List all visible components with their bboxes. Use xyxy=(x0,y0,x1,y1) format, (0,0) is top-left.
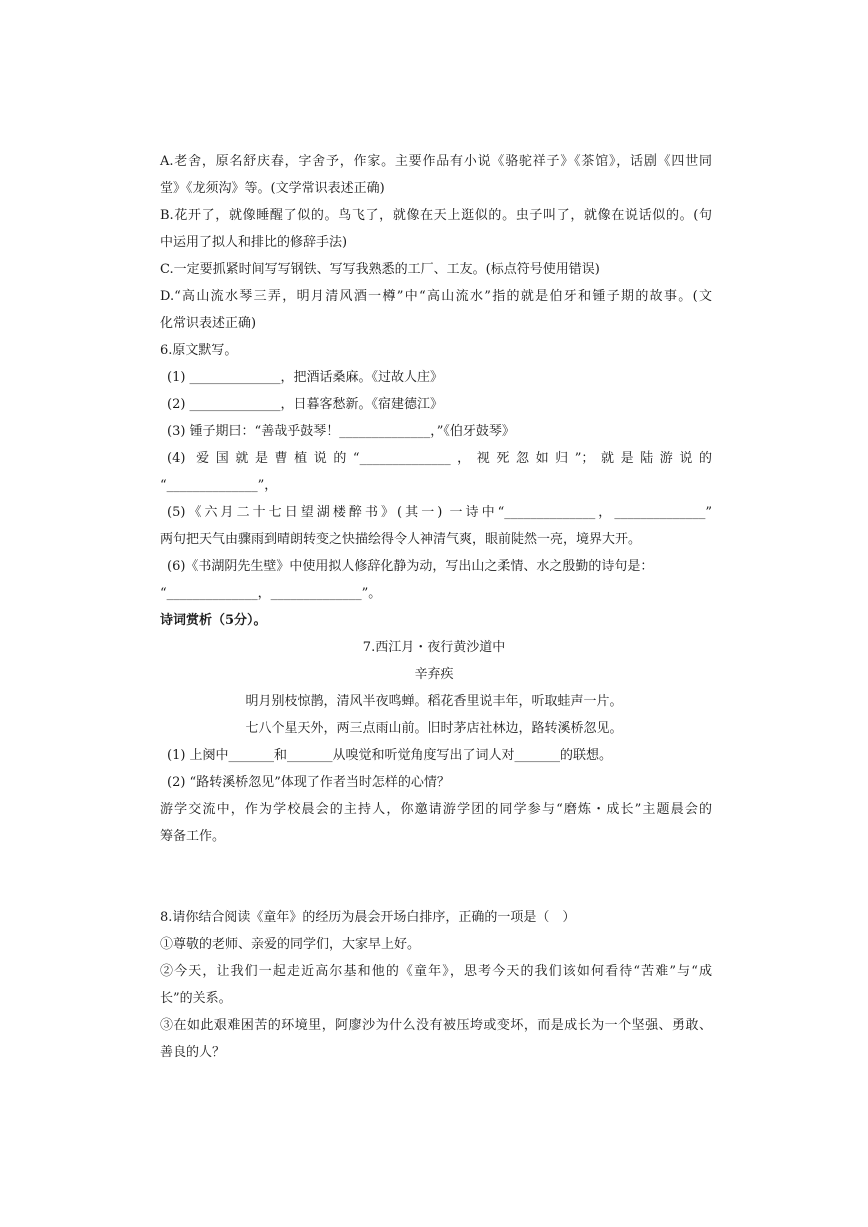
q6-item-5-line1: (5)《六月二十七日望湖楼醉书》(其一) 一诗中“______________，______________” xyxy=(167,505,712,520)
intro-line-1: 游学交流中，作为学校晨会的主持人，你邀请游学团的同学参与“磨炼・成长”主题晨会的 xyxy=(160,802,712,817)
q5-option-d-line1: D.“高山流水琴三弄，明月清风酒一樽”中“高山流水”指的就是伯牙和锺子期的故事。(文 xyxy=(160,289,712,304)
q5-option-a-line1: A.老舍，原名舒庆春，字舍予，作家。主要作品有小说《骆驼祥子》《茶馆》，话剧《四世同 xyxy=(160,154,712,169)
q8-title: 8.请你结合阅读《童年》的经历为晨会开场白排序，正确的一项是（ ） xyxy=(160,910,576,925)
q5-option-c: C.一定要抓紧时间写写钢铁、写写我熟悉的工厂、工友。(标点符号使用错误) xyxy=(160,262,600,277)
q6-item-3: (3) 锺子期曰：“善哉乎鼓琴！______________，”《伯牙鼓琴》 xyxy=(167,424,515,439)
q7-subquestion-2: (2) “路转溪桥忽见”体现了作者当时怎样的心情？ xyxy=(167,775,450,790)
q6-item-4-line1: (4) 爱国就是曹植说的“______________，视死忽如归”；就是陆游说的 xyxy=(167,451,712,466)
q8-option-3-line1: ③在如此艰难困苦的环境里，阿廖沙为什么没有被压垮或变坏，而是成长为一个坚强、勇敢、 xyxy=(160,1018,712,1033)
q5-option-b-line1: B.花开了，就像睡醒了似的。鸟飞了，就像在天上逛似的。虫子叫了，就像在说话似的。(句 xyxy=(160,208,712,223)
q5-option-a-line2: 堂》《龙须沟》等。(文学常识表述正确) xyxy=(160,181,385,196)
q5-option-b-line2: 中运用了拟人和排比的修辞手法) xyxy=(160,235,348,250)
q6-title: 6.原文默写。 xyxy=(160,343,238,358)
poem-title: 7.西江月・夜行黄沙道中 xyxy=(362,640,506,655)
q6-item-4-line2: “______________”， xyxy=(160,478,278,493)
q8-option-2-line2: 长”的关系。 xyxy=(160,991,232,1006)
q8-option-3-line2: 善良的人？ xyxy=(160,1045,226,1060)
q6-item-6-line2: “______________，______________”。 xyxy=(160,586,382,601)
q8-option-1: ①尊敬的老师、亲爱的同学们，大家早上好。 xyxy=(160,937,421,952)
q5-option-d-line2: 化常识表述正确) xyxy=(160,316,257,331)
intro-line-2: 筹备工作。 xyxy=(160,829,226,844)
poem-author: 辛弃疾 xyxy=(414,667,454,682)
poem-line-1: 明月别枝惊鹊，清风半夜鸣蝉。稻花香里说丰年，听取蛙声一片。 xyxy=(245,694,623,709)
q6-item-6-line1: (6)《书湖阴先生壁》中使用拟人修辞化静为动，写出山之柔情、水之殷勤的诗句是： xyxy=(167,559,654,574)
q7-subquestion-1: (1) 上阕中_______和_______从嗅觉和听觉角度写出了词人对_______的联想。 xyxy=(167,748,613,763)
q6-item-1: (1) ______________，把酒话桑麻。《过故人庄》 xyxy=(167,370,444,385)
poem-line-2: 七八个星天外，两三点雨山前。旧时茅店社林边，路转溪桥忽见。 xyxy=(245,721,623,736)
section-heading: 诗词赏析（5分）。 xyxy=(160,613,267,628)
q6-item-2: (2) ______________，日暮客愁新。《宿建德江》 xyxy=(167,397,444,412)
q8-option-2-line1: ②今天，让我们一起走近高尔基和他的《童年》，思考今天的我们该如何看待“苦难”与“成 xyxy=(160,964,712,979)
q6-item-5-line2: 两句把天气由骤雨到晴朗转变之快描绘得令人神清气爽，眼前陡然一亮，境界大开。 xyxy=(160,532,642,547)
